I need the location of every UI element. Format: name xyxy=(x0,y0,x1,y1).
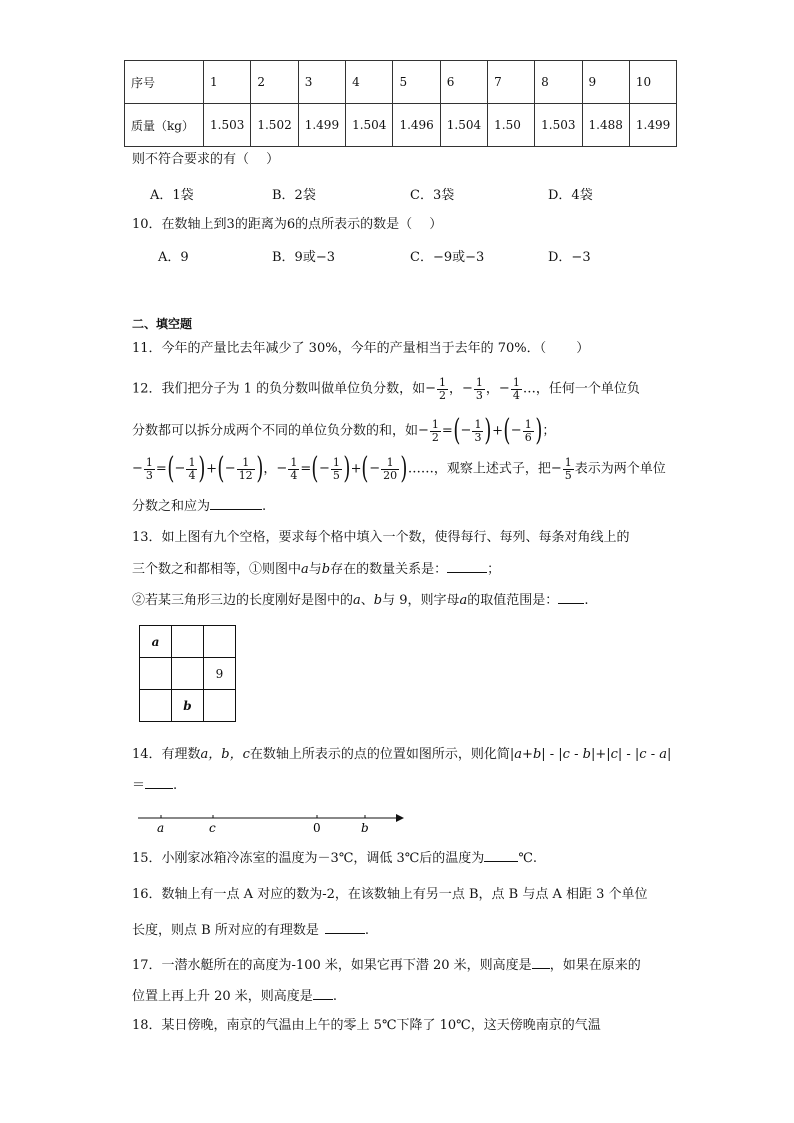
table-cell: 1.499 xyxy=(298,104,345,147)
q14-expr: |a+b| - |c - b|+|c| - |c - a| xyxy=(509,747,672,762)
q10-option-a: A．9 xyxy=(158,250,189,265)
number-line xyxy=(136,808,408,838)
answer-blank[interactable] xyxy=(484,848,518,862)
var-a: a xyxy=(353,593,361,608)
grid-cell: 9 xyxy=(204,658,236,690)
q10-question: 10．在数轴上到3的距离为6的点所表示的数是（ ） xyxy=(132,217,443,232)
q12-intro: 12．我们把分子为 1 的负分数叫做单位负分数，如 xyxy=(132,381,426,397)
table-cell: 1.50 xyxy=(488,104,535,147)
q17-end: . xyxy=(332,989,337,1004)
grid-cell: b xyxy=(172,690,204,722)
table-cell: 10 xyxy=(629,61,676,104)
axis-label-b: b xyxy=(361,821,369,835)
answer-blank[interactable] xyxy=(558,590,584,604)
q10-option-d: D．−3 xyxy=(548,250,591,265)
q11-text: 11．今年的产量比去年减少了 30%，今年的产量相当于去年的 70%．（ ） xyxy=(132,341,590,356)
grid-cell xyxy=(140,658,172,690)
grid-cell xyxy=(140,690,172,722)
q16-end: . xyxy=(364,923,369,938)
q12-line3-text: ……，观察上述式子，把 xyxy=(407,461,551,477)
grid-cell xyxy=(204,626,236,658)
var-a: a xyxy=(301,562,309,577)
axis-label-0: 0 xyxy=(313,821,321,835)
q17-line1a: 17．一潜水艇所在的高度为-100 米，如果它再下潜 20 米，则高度是 xyxy=(132,958,532,973)
var-a: a xyxy=(459,593,468,608)
table-cell: 1.502 xyxy=(251,104,298,147)
q12-end: . xyxy=(262,499,267,514)
q16-line2-text: 长度，则点 B 所对应的有理数是 xyxy=(132,923,319,938)
q14-line2 xyxy=(132,775,177,796)
table-cell: 2 xyxy=(251,61,298,104)
table-row xyxy=(125,104,677,147)
q16-line2 xyxy=(132,920,369,941)
var-b: b xyxy=(373,593,383,608)
q13-line1: 13．如上图有九个空格，要求每个格中填入一个数，使得每行、每列、每条对角线上的 xyxy=(132,530,630,545)
q13-line3b: 、 xyxy=(360,593,374,608)
table-cell: 7 xyxy=(488,61,535,104)
grid-cell xyxy=(172,658,204,690)
q13-line3end: . xyxy=(584,593,589,608)
q14-line1-text: 14．有理数 xyxy=(132,747,201,762)
q15-text: 15．小刚家冰箱冷冻室的温度为－3℃，调低 3℃后的温度为 xyxy=(132,851,485,866)
q13-line2b: 存在的数量关系是： xyxy=(330,562,448,577)
magic-square-grid xyxy=(139,625,236,722)
answer-blank[interactable] xyxy=(145,775,173,789)
table-cell: 1 xyxy=(204,61,251,104)
q14-vars: a，b，c xyxy=(200,747,250,762)
q14-end: . xyxy=(173,778,178,793)
q12-mid: ，任何一个单位负 xyxy=(535,381,640,397)
axis-label-c: c xyxy=(209,821,216,835)
var-b: b xyxy=(321,562,331,577)
q9-option-a: A．1袋 xyxy=(150,188,194,203)
grid-cell xyxy=(172,626,204,658)
section-title: 二、填空题 xyxy=(132,317,193,331)
q15-end: ℃. xyxy=(518,851,537,866)
q13-line2end: ； xyxy=(487,562,501,577)
q17-line1 xyxy=(132,955,641,976)
table-cell: 8 xyxy=(535,61,582,104)
q10-option-b: B．9或−3 xyxy=(272,250,335,265)
q14-line1b: 在数轴上所表示的点的位置如图所示，则化简 xyxy=(249,747,510,762)
q12-line4 xyxy=(132,496,266,517)
fraction: $\frac{1}{4}$ xyxy=(512,375,520,402)
answer-blank[interactable] xyxy=(325,920,365,934)
grid-cell: a xyxy=(140,626,172,658)
q17-line2a: 位置上再上升 20 米，则高度是 xyxy=(132,989,313,1004)
table-row xyxy=(125,61,677,104)
q12-line1: 12．我们把分子为 1 的负分数叫做单位负分数，如− $\frac{1}{2}$ ，− $\frac{1}{3}$ ，− $\frac{1}{4}$ …，任何一个单位负 xyxy=(132,375,640,402)
q12-line2-text: 分数都可以拆分成两个不同的单位负分数的和，如 xyxy=(132,423,419,439)
q13-line3d: 的取值范围是： xyxy=(467,593,559,608)
grid-cell xyxy=(204,690,236,722)
table-cell: 5 xyxy=(393,61,440,104)
q9-option-d: D．4袋 xyxy=(548,188,593,203)
q13-line3c: 与 9，则字母 xyxy=(382,593,460,608)
table-cell: 1.499 xyxy=(629,104,676,147)
q13-line2a: 三个数之和都相等，①则图中 xyxy=(132,562,302,577)
q12-line3-end: 表示为两个单位 xyxy=(574,461,666,477)
table-cell: 1.504 xyxy=(346,104,393,147)
table-header-cell: 质量（kg） xyxy=(125,104,204,147)
q13-line2 xyxy=(132,559,500,580)
q12-line4-text: 分数之和应为 xyxy=(132,499,211,514)
q9-option-c: C．3袋 xyxy=(410,188,455,203)
table-cell: 1.496 xyxy=(393,104,440,147)
fraction: $\frac{1}{3}$ xyxy=(475,375,483,402)
q12-line3: − $\frac{1}{3}$ =(− $\frac{1}{4}$ )+(− $\frac{1}{12}$ )，− $\frac{1}{4}$ =(− $\frac{1}{5}$ )+(− $\frac{1}{20}$ )……，观察上述式子，把− $\frac{1}{5}$ 表示为两个单位 xyxy=(132,451,666,486)
table-cell: 1.504 xyxy=(440,104,487,147)
answer-blank[interactable] xyxy=(313,986,333,1000)
q13-line3 xyxy=(132,590,588,611)
q18-line: 18．某日傍晚，南京的气温由上午的零上 5℃下降了 10℃，这天傍晚南京的气温 xyxy=(132,1018,601,1033)
q17-line2 xyxy=(132,986,337,1007)
q9-question: 则不符合要求的有（ ） xyxy=(132,152,280,167)
q13-mid: 与 xyxy=(308,562,322,577)
q15-line xyxy=(132,848,537,869)
table-cell: 1.488 xyxy=(582,104,629,147)
table-cell: 1.503 xyxy=(535,104,582,147)
fraction: $\frac{1}{2}$ xyxy=(438,375,446,402)
q13-line3a: ②若某三角形三边的长度刚好是图中的 xyxy=(132,593,354,608)
axis-label-a: a xyxy=(157,821,165,835)
q12-line2: 分数都可以拆分成两个不同的单位负分数的和，如− $\frac{1}{2}$ =(− $\frac{1}{3}$ )+(− $\frac{1}{6}$ )； xyxy=(132,413,556,448)
table-cell: 4 xyxy=(346,61,393,104)
q10-option-c: C．−9或−3 xyxy=(410,250,485,265)
mass-table xyxy=(124,60,677,147)
table-cell: 9 xyxy=(582,61,629,104)
q14-eq: ＝ xyxy=(132,778,146,793)
answer-blank[interactable] xyxy=(532,955,550,969)
table-cell: 1.503 xyxy=(204,104,251,147)
table-cell: 6 xyxy=(440,61,487,104)
arrow-icon xyxy=(396,814,404,822)
q9-option-b: B．2袋 xyxy=(272,188,316,203)
q14-line1 xyxy=(132,745,671,765)
answer-blank[interactable] xyxy=(447,559,487,573)
answer-blank[interactable] xyxy=(210,496,262,510)
table-cell: 3 xyxy=(298,61,345,104)
q17-line1b: ，如果在原来的 xyxy=(549,958,641,973)
q16-line1: 16．数轴上有一点 A 对应的数为-2，在该数轴上有另一点 B，点 B 与点 A 相距 3 个单位 xyxy=(132,887,648,902)
table-header-cell: 序号 xyxy=(125,61,204,104)
